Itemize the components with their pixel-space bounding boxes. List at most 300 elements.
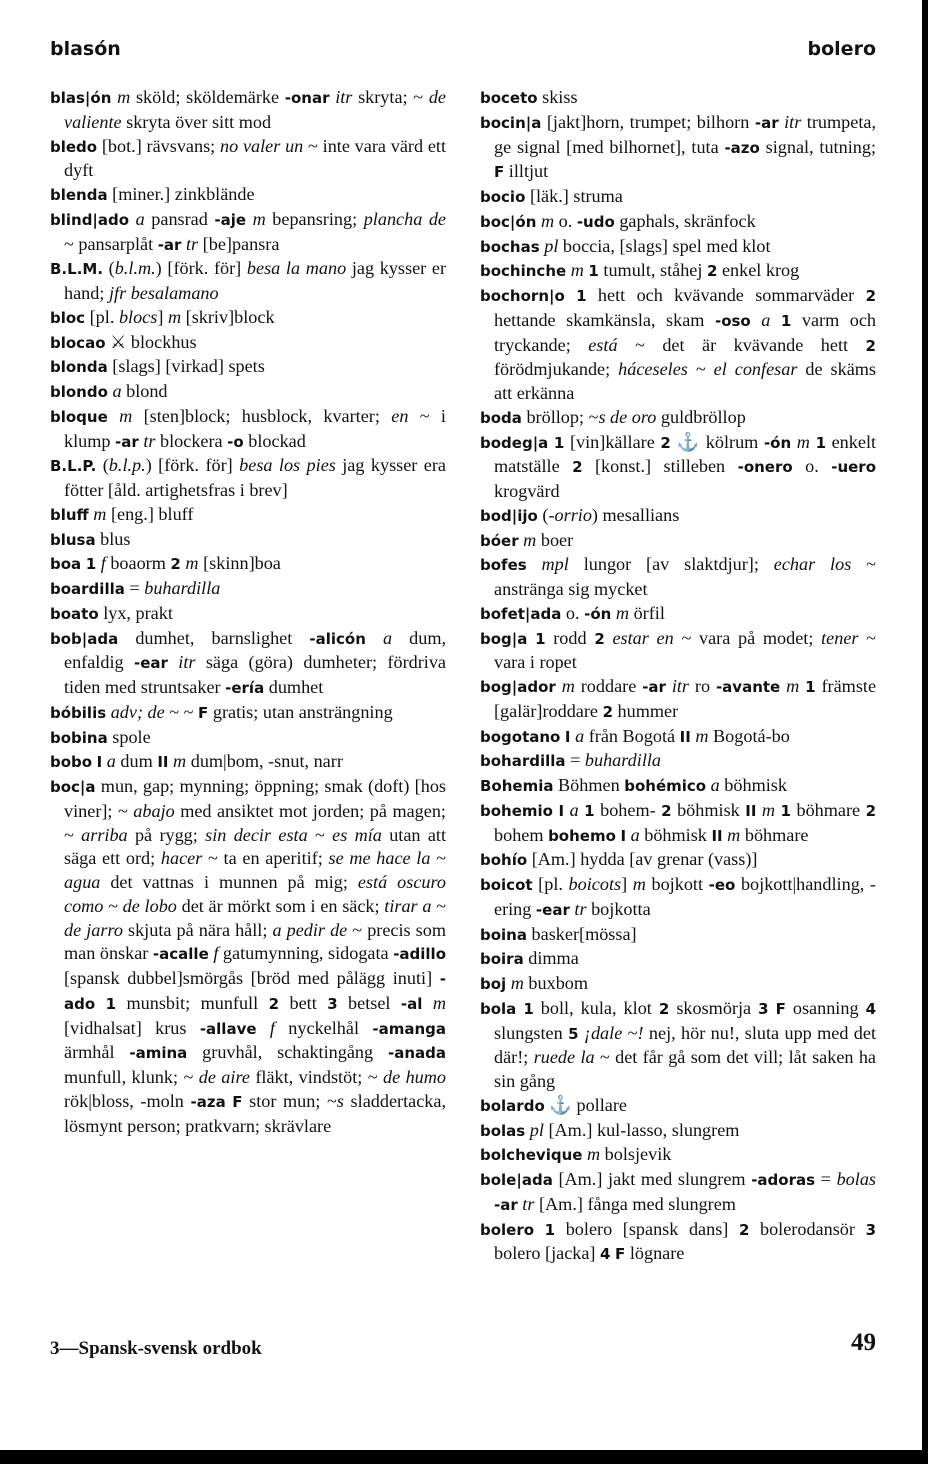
headword: bod|ijo: [480, 506, 538, 525]
left-column: [50, 86, 446, 1138]
italic-text: m: [586, 1144, 601, 1165]
bold-term: 1: [780, 311, 792, 330]
headword: blas|ón: [50, 89, 112, 107]
bold-term: 2: [658, 999, 670, 1018]
dictionary-entry: [480, 210, 876, 235]
entry-text: förödmjukande;: [494, 359, 619, 380]
headword: bohemio: [480, 801, 553, 820]
entry-text: ~ vara på modet;: [673, 627, 822, 648]
dictionary-entry: [480, 725, 876, 750]
dictionary-entry: [50, 701, 446, 726]
italic-text: f: [213, 943, 219, 964]
dictionary-entry: [480, 1168, 876, 1218]
entry-text: jag kysser era fötter [åld. artighetsfras i brev]: [64, 455, 446, 500]
entry-text: Bogotá-bo: [708, 725, 790, 746]
entry-text: trumpeta, ge signal [med bilhornet], tuta: [494, 111, 876, 157]
dictionary-entry: [50, 135, 446, 184]
entry-text: ) [förk. för]: [145, 455, 240, 476]
italic-text: adv; de: [110, 701, 165, 722]
entry-text: det är mörkt som i en säck;: [176, 895, 385, 916]
headword: bolero: [480, 1220, 535, 1239]
headword: bola: [480, 999, 517, 1018]
entry-text: boaorm: [105, 553, 171, 574]
headword: bodeg|a: [480, 433, 549, 452]
bold-term: -acalle: [152, 945, 209, 964]
dictionary-entry: [480, 848, 876, 873]
page-number: 49: [851, 1329, 876, 1356]
entry-text: roddare: [574, 676, 643, 696]
entry-text: sköld; sköldemärke: [130, 87, 285, 107]
bold-term: I: [620, 826, 627, 845]
entry-text: [läk.] struma: [525, 186, 623, 206]
entry-text: guldbröllop: [656, 406, 746, 427]
italic-text: m: [117, 87, 131, 107]
italic-text: m: [173, 751, 187, 772]
italic-text: a: [761, 309, 771, 330]
entry-text: illtjut: [504, 161, 549, 182]
entry-text: lyx, prakt: [98, 602, 173, 623]
entry-text: =: [815, 1169, 837, 1189]
entry-text: dumhet: [264, 677, 324, 697]
bold-term: -al: [400, 994, 423, 1013]
dictionary-entry: [480, 947, 876, 972]
bold-term: -onero: [737, 458, 793, 477]
dictionary-entry: [480, 923, 876, 948]
italic-text: m: [796, 431, 810, 452]
bold-term: 2: [865, 801, 877, 820]
entry-text: (: [96, 455, 109, 476]
entry-text: o.: [554, 210, 577, 231]
headword: bochorn|o: [480, 287, 565, 305]
entry-text: bohem: [494, 824, 549, 845]
headword: bochas: [480, 237, 540, 256]
italic-text: de lobo: [122, 895, 177, 916]
dictionary-entry: [50, 208, 446, 258]
dictionary-entry: [50, 306, 446, 331]
headword: bocio: [480, 188, 526, 206]
entry-text: blus: [95, 528, 131, 549]
entry-text: stor mun; ~: [242, 1090, 337, 1111]
italic-text: está oscuro como: [64, 872, 446, 916]
entry-text: [vin]källare: [564, 431, 661, 452]
entry-text: ) [förk. för]: [155, 258, 247, 279]
entry-text: boer: [536, 529, 574, 550]
bold-term: -onar: [284, 89, 330, 107]
dictionary-entry: [480, 972, 876, 997]
bold-term: -adillo: [393, 945, 447, 964]
entry-text: sladdertacka, lösmynt person; pratkvarn; skrävlare: [64, 1090, 446, 1136]
bold-term: 4: [600, 1245, 611, 1264]
bold-term: bohemo: [548, 826, 616, 845]
bold-term: -ado: [64, 970, 446, 1013]
italic-text: a: [382, 627, 393, 648]
dictionary-entry: [50, 775, 446, 1138]
entry-text: örfil: [629, 602, 665, 623]
headword: boceto: [480, 89, 538, 107]
entry-text: (: [103, 258, 115, 279]
bold-term: 3: [327, 994, 338, 1013]
entry-text: (: [537, 504, 549, 525]
dictionary-entry: [480, 111, 876, 185]
entry-text: [527, 554, 542, 574]
dictionary-entry: [50, 602, 446, 627]
italic-text: m: [93, 503, 107, 524]
entry-text: bolsjevik: [600, 1144, 672, 1165]
italic-text: tr: [522, 1193, 535, 1214]
entry-text: ~ anstränga sig mycket: [494, 554, 877, 599]
bold-term: 2: [170, 555, 181, 574]
dictionary-entry: [480, 86, 876, 111]
entry-text: ]: [621, 874, 633, 894]
entry-text: =: [124, 578, 145, 598]
bold-term: -azo: [724, 138, 760, 157]
bold-term: 1: [588, 262, 599, 281]
dictionary-entry: [480, 553, 876, 602]
italic-text: m: [570, 260, 584, 281]
entry-text: osanning: [785, 997, 866, 1018]
dictionary-entry: [50, 405, 446, 455]
bold-term: -ar: [494, 1195, 518, 1214]
italic-text: itr: [335, 87, 353, 107]
entry-text: bröllop; ~: [521, 406, 599, 427]
bold-term: -ón: [763, 433, 792, 452]
entry-text: böhmare: [790, 799, 866, 820]
scan-border-right: [922, 0, 928, 1464]
entry-text: [sten]block; husblock, kvarter;: [132, 405, 392, 426]
headword: boira: [480, 950, 524, 969]
dictionary-entry: [50, 454, 446, 503]
italic-text: sin decir esta: [205, 824, 308, 845]
bold-term: II: [679, 727, 691, 746]
entry-text: [168, 652, 178, 672]
italic-text: f: [100, 553, 106, 574]
bold-term: 2: [706, 262, 718, 281]
bold-term: F: [494, 163, 505, 182]
italic-text: besa los pies: [239, 455, 336, 476]
dictionary-entry: [50, 86, 446, 135]
italic-text: itr: [178, 652, 196, 673]
dictionary-entry: [480, 504, 876, 529]
entry-text: [pl.: [85, 306, 119, 327]
headword: bohío: [480, 851, 528, 870]
entry-text: dum, enfaldig: [64, 627, 447, 673]
italic-text: m: [432, 992, 446, 1013]
headword: boardilla: [50, 580, 125, 598]
italic-text: m: [540, 210, 555, 231]
bold-term: -avante: [715, 678, 781, 696]
dictionary-entry: [480, 185, 876, 210]
italic-text: s de oro: [598, 406, 657, 427]
dictionary-entry: [480, 1119, 876, 1144]
italic-text: !: [637, 1022, 644, 1043]
bold-term: -ear: [133, 654, 168, 673]
italic-text: ¡dale: [583, 1022, 623, 1043]
headword: blocao: [50, 333, 106, 352]
entry-text: slungsten: [494, 1022, 569, 1043]
italic-text: es mía: [332, 824, 382, 845]
entry-text: [pl.: [532, 874, 569, 894]
italic-text: m: [510, 973, 524, 993]
entry-text: bolero [jacka]: [494, 1243, 601, 1264]
dictionary-entry: [480, 529, 876, 554]
dictionary-entry: [480, 873, 876, 923]
dictionary-entry: [480, 259, 876, 284]
italic-text: no valer un: [220, 135, 304, 156]
italic-text: a: [569, 799, 579, 820]
entry-text: [769, 998, 776, 1018]
entry-text: ~: [103, 895, 123, 916]
italic-text: m: [561, 676, 575, 696]
entry-text: betsel: [337, 992, 401, 1013]
bold-term: -ería: [225, 679, 265, 697]
headword: boato: [50, 604, 99, 623]
bold-term: 1: [85, 555, 97, 574]
bold-term: 2: [661, 801, 672, 820]
dictionary-entry: [50, 257, 446, 306]
entry-text: [751, 310, 762, 330]
italic-text: tr: [574, 898, 587, 919]
entry-text: hummer: [613, 700, 679, 721]
entry-text: pansrad: [144, 208, 215, 229]
entry-text: ⚓ kölrum: [670, 431, 764, 452]
bold-term: -ar: [115, 432, 139, 451]
entry-text: ~: [431, 895, 447, 916]
entry-text: enkel krog: [717, 260, 800, 281]
entry-text: rök|bloss, -moln: [64, 1090, 191, 1111]
headword: blusa: [50, 530, 96, 549]
italic-text: m: [185, 553, 199, 574]
entry-text: det vattnas i munnen på mig;: [100, 872, 358, 892]
entry-text: skosmörja: [669, 997, 759, 1018]
entry-text: ~ det är kvävande hett: [617, 334, 866, 355]
bold-term: F: [775, 999, 786, 1018]
headword: bolas: [480, 1121, 526, 1140]
italic-text: de humo: [383, 1067, 446, 1087]
entry-text: [spansk dubbel]smörgås [bröd med pålägg inuti]: [64, 968, 440, 988]
entry-text: ~ i klump: [64, 405, 446, 451]
italic-text: m: [632, 874, 646, 894]
entry-text: ro: [689, 676, 716, 696]
italic-text: a: [106, 751, 116, 772]
headword: bog|ador: [480, 678, 556, 696]
italic-text: m: [167, 306, 182, 327]
entry-text: böhmare: [740, 824, 809, 845]
entry-text: bett: [279, 992, 328, 1013]
bold-term: 4: [865, 999, 876, 1018]
headword: boc|ón: [480, 212, 537, 231]
italic-text: a: [630, 824, 640, 845]
dictionary-entry: [50, 183, 446, 208]
dictionary-entry: [50, 577, 446, 602]
bold-term: 2: [660, 433, 671, 452]
italic-text: bolas: [836, 1169, 876, 1189]
italic-text: ruede la: [533, 1047, 595, 1068]
entry-text: signal, tutning;: [759, 136, 876, 157]
headword: bole|ada: [480, 1171, 553, 1189]
italic-text: -orrio: [548, 504, 592, 525]
entry-text: hettande skamkänsla, skam: [494, 309, 715, 330]
bold-term: -aza: [190, 1092, 226, 1111]
bold-term: I: [564, 727, 571, 746]
headword: blenda: [50, 186, 108, 204]
entry-text: dumhet, barnslighet: [118, 627, 310, 648]
bold-term: 2: [738, 1220, 750, 1239]
dictionary-entry: [480, 675, 876, 725]
dictionary-entry: [480, 1094, 876, 1119]
entry-text: [miner.] zinkblände: [107, 184, 255, 204]
headword: bohardilla: [480, 752, 566, 771]
dictionary-entry: [480, 774, 876, 799]
bold-term: II: [745, 801, 757, 820]
entry-text: tumult, ståhej: [598, 260, 707, 281]
italic-text: abajo: [133, 800, 175, 821]
bold-term: 1: [805, 678, 816, 696]
entry-text: bojkotta: [586, 898, 651, 919]
bold-term: 2: [268, 994, 280, 1013]
headword: bog|a: [480, 629, 528, 648]
entry-text: ~: [687, 359, 714, 380]
bold-term: 1: [105, 994, 117, 1013]
headword: boina: [480, 925, 527, 944]
italic-text: a: [135, 208, 145, 229]
headword: blondo: [50, 383, 108, 401]
entry-text: [770, 310, 781, 330]
italic-text: f: [269, 1017, 275, 1038]
bold-term: -ón: [584, 604, 612, 623]
headword: bloc: [50, 308, 86, 327]
bold-term: -uero: [831, 458, 877, 477]
bold-term: -adoras: [751, 1171, 816, 1189]
bold-term: 1: [535, 629, 546, 648]
entry-text: skjuta på nära håll;: [122, 919, 273, 940]
entry-text: krogvärd: [494, 481, 560, 501]
headword: Bohemia: [480, 777, 554, 795]
bold-term: 3: [758, 999, 769, 1018]
italic-text: s: [336, 1090, 344, 1111]
entry-text: blond: [121, 381, 168, 401]
entry-text: [108, 406, 119, 426]
entry-text: dum|bom, -snut, narr: [186, 751, 343, 772]
headword: B.L.P.: [50, 457, 97, 476]
bold-term: -alicón: [309, 629, 366, 648]
italic-text: buhardilla: [584, 750, 662, 771]
headword: bóbilis: [50, 703, 107, 722]
bold-term: -udo: [576, 212, 615, 231]
entry-text: [422, 993, 432, 1013]
italic-text: boicots: [568, 874, 622, 894]
italic-text: en: [391, 405, 409, 426]
entry-text: bolero [spansk dans]: [555, 1218, 739, 1239]
italic-text: m: [252, 208, 266, 229]
bold-term: F: [198, 703, 209, 722]
entry-text: boccia, [slags] spel med klot: [558, 235, 771, 256]
italic-text: buhardilla: [144, 578, 221, 598]
entry-text: ~ ~: [164, 701, 199, 722]
bold-term: -ar: [157, 235, 182, 254]
entry-text: [Am.] hydda [av grenar (vass)]: [527, 849, 758, 870]
bold-term: -amanga: [372, 1019, 446, 1038]
dictionary-entry: [50, 726, 446, 751]
entry-text: ~ det får gå som det vill; låt saken ha sin gång: [494, 1047, 877, 1091]
italic-text: pl: [529, 1119, 544, 1140]
entry-text: bohem-: [594, 799, 662, 820]
entry-text: ]: [157, 306, 168, 327]
bold-term: 2: [865, 336, 876, 355]
bold-term: 1: [553, 433, 565, 452]
bold-term: 1: [544, 1220, 556, 1239]
bold-term: -eo: [708, 876, 736, 894]
bold-term: -ar: [754, 113, 779, 132]
entry-text: ~ pansarplåt: [64, 233, 158, 254]
entry-text: främste [galär]roddare: [494, 676, 877, 721]
entry-text: buxbom: [523, 973, 589, 993]
dictionary-entry: [480, 431, 876, 504]
entry-text: [534, 1219, 545, 1239]
bold-term: F: [615, 1245, 626, 1264]
italic-text: m: [727, 824, 741, 845]
entry-text: [skinn]boa: [198, 553, 281, 574]
headword: bloque: [50, 407, 108, 426]
entry-text: varm och tryckande;: [494, 309, 877, 355]
footer-source: 3—Spansk-svensk ordbok: [50, 1338, 262, 1359]
running-head-left: blasón: [50, 38, 121, 60]
dictionary-entry: [480, 997, 876, 1094]
italic-text: se me hace la: [328, 848, 431, 869]
entry-text: nej, hör nu!, sluta upp med det där!;: [494, 1022, 877, 1068]
dictionary-entry: [50, 627, 446, 701]
entry-text: böhmisk: [671, 799, 746, 820]
entry-text: [565, 285, 576, 305]
entry-text: blockad: [243, 430, 306, 451]
entry-text: ⚔ blockhus: [105, 331, 197, 352]
entry-text: ~: [622, 1022, 638, 1043]
headword: bóer: [480, 531, 519, 550]
entry-text: på rygg;: [127, 824, 206, 845]
entry-text: munfull, klunk; ~: [64, 1067, 199, 1087]
bold-term: 1: [576, 287, 587, 305]
italic-text: b.l.m.: [114, 258, 156, 279]
headword: boc|a: [50, 778, 96, 796]
entry-text: nyckelhål: [274, 1017, 373, 1038]
headword: bledo: [50, 137, 98, 156]
headword: bofet|ada: [480, 604, 562, 623]
bold-term: -ear: [535, 900, 570, 919]
entry-text: ~: [430, 848, 446, 869]
entry-text: munsbit; munfull: [116, 992, 269, 1013]
entry-text: [jakt]horn, trumpet; bilhorn: [541, 111, 755, 132]
italic-text: blocs: [118, 306, 158, 327]
bold-term: 2: [602, 702, 613, 721]
italic-text: a: [575, 725, 585, 746]
bold-term: -ar: [642, 678, 666, 696]
bold-term: bohémico: [624, 777, 707, 795]
entry-text: ~ inte vara värd ett dyft: [64, 135, 447, 181]
headword: bochinche: [480, 262, 567, 281]
dictionary-entry: [50, 380, 446, 405]
italic-text: el confesar: [713, 359, 798, 380]
bold-term: 1: [584, 801, 595, 820]
entry-text: bojkott|handling, -ering: [494, 874, 876, 919]
bold-term: -anada: [387, 1044, 446, 1063]
entry-text: dimma: [523, 948, 579, 969]
entry-text: gaphals, skränfock: [614, 210, 756, 231]
headword: bluff: [50, 505, 89, 524]
italic-text: besa la mano: [246, 258, 347, 279]
dictionary-entry: [480, 1218, 876, 1268]
bold-term: F: [232, 1092, 243, 1111]
entry-text: säga (göra) dumheter; fördriva tiden med struntsaker: [64, 652, 447, 697]
entry-text: bepansring;: [265, 208, 364, 229]
